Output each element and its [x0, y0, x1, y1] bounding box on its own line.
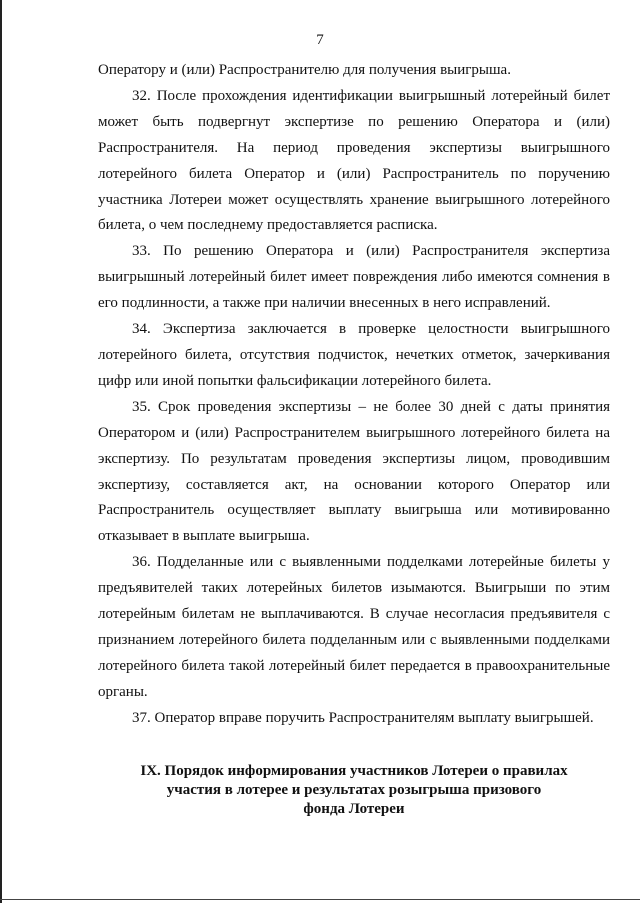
paragraph-34: 34. Экспертиза заключается в проверке целостности выигрышного лотерейного билета, отсутствия подчисток, нечетких отметок, зачеркивания цифр или иной попытки фальсификации лотерейного билета.	[98, 321, 610, 389]
section-heading-line-1: IX. Порядок информирования участников Лотереи о правилах	[140, 763, 568, 779]
section-heading-line-3: фонда Лотереи	[303, 801, 405, 817]
paragraph-32: 32. После прохождения идентификации выигрышный лотерейный билет может быть подвергнут экспертизе по решению Оператора и (или) Распространителя. На период проведения экспертизы выигрышного лотерейного билета Оператор и (или) Распространитель по поручению участника Лотереи может осуществлять хранение выигрышного лотерейного билета, о чем последнему предоставляется расписка.	[98, 87, 610, 234]
section-heading	[98, 762, 610, 819]
scan-edge-bottom	[0, 899, 640, 900]
document-body	[98, 58, 610, 732]
section-heading-line-2: участия в лотерее и результатах розыгрыша призового	[166, 782, 542, 798]
scan-edge-left	[0, 0, 2, 903]
page-number: 7	[316, 32, 324, 48]
paragraph-33: 33. По решению Оператора и (или) Распространителя экспертиза выигрышный лотерейный билет имеет повреждения либо имеются сомнения в его подлинности, а также при наличии внесенных в него исправлений.	[98, 243, 610, 312]
paragraph-36: 36. Подделанные или с выявленными подделками лотерейные билеты у предъявителей таких лотерейных билетов изымаются. Выигрыши по этим лотерейным билетам не выплачиваются. В случае несогласия предъявителя с признанием лотерейного билета подделанным или с выявленными подделками лотерейного билета такой лотерейный билет передается в правоохранительные органы.	[98, 554, 610, 700]
paragraph-35: 35. Срок проведения экспертизы – не более 30 дней с даты принятия Оператором и (или) Распространителем выигрышного лотерейного билета на экспертизу. По результатам проведения экспертизы лицом, проводившим экспертизу, составляется акт, на основании которого Оператор или Распространитель осуществляет выплату выигрыша или мотивированно отказывает в выплате выигрыша.	[98, 398, 610, 545]
paragraph-37: 37. Оператор вправе поручить Распространителям выплату выигрышей.	[132, 709, 594, 726]
paragraph-continuation: Оператору и (или) Распространителю для получения выигрыша.	[98, 62, 511, 78]
